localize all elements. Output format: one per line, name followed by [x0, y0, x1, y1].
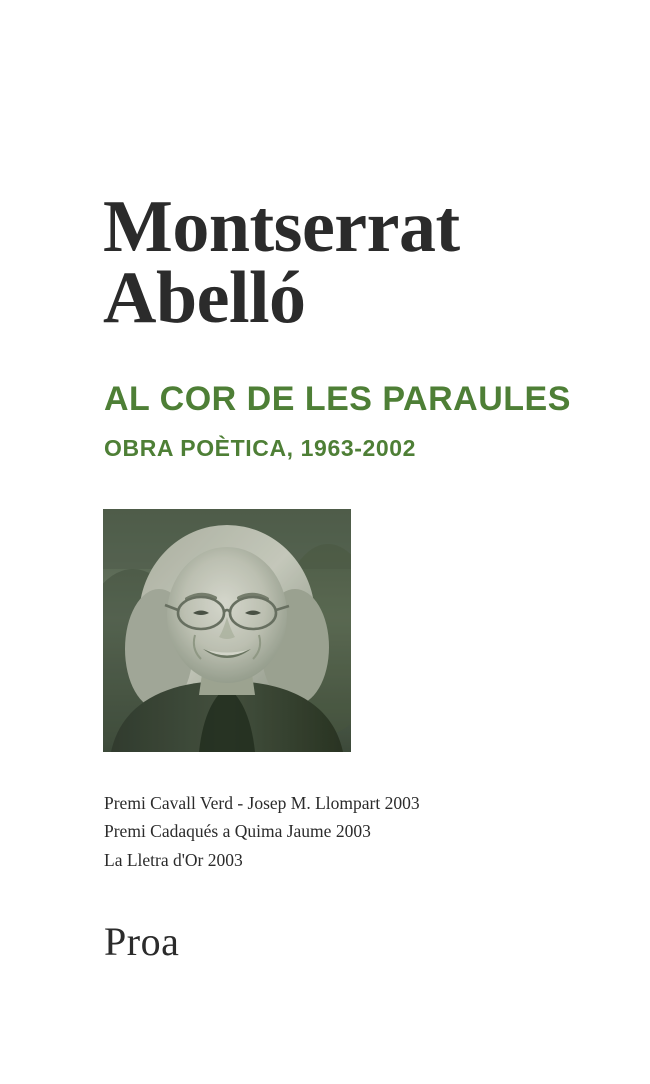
award-item: Premi Cadaqués a Quima Jaume 2003 — [104, 821, 371, 842]
book-title: AL COR DE LES PARAULES — [104, 380, 571, 418]
award-item: La Lletra d'Or 2003 — [104, 849, 243, 870]
publisher-logo: Proa — [104, 919, 180, 964]
author-portrait — [103, 509, 351, 752]
book-subtitle: OBRA POÈTICA, 1963-2002 — [104, 435, 417, 461]
awards-list — [104, 789, 574, 874]
award-item: Premi Cavall Verd - Josep M. Llompart 2003 — [104, 793, 420, 813]
author-name — [103, 186, 623, 340]
author-name-line-1: Montserrat — [103, 186, 460, 268]
author-name-line-2: Abelló — [103, 257, 306, 340]
author-portrait-image — [103, 509, 351, 752]
